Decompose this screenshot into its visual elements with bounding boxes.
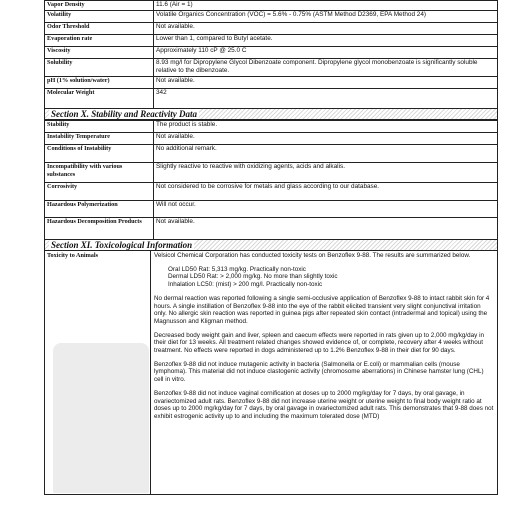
table-row: [45, 23, 498, 35]
table-row: [45, 59, 498, 77]
toxicity-label-cell: [45, 251, 151, 494]
row-label: Hazardous Polymerization: [45, 201, 154, 218]
row-value: The product is stable.: [154, 121, 498, 133]
row-label: Viscosity: [45, 47, 154, 59]
stability-table: [44, 120, 498, 240]
table-row: [45, 201, 498, 218]
estrogenic-paragraph: Benzoflex 9-88 did not induce vaginal cornification at doses up to 2000 mg/kg/day for 7 days, by oral gavage, in ovariectomized adult rats. Benzoflex 9-88 did not increase uterine weight or uterine weight to final body weight ratio at doses up to 2000 mg/kg/day for 7 days, by oral gavage in ovariectomized adult rats. This demonstrates that 9-88 does not exhibit estrogenic activity up to and including the maximum tolerated dose (MTD): [154, 389, 494, 420]
table-row: [45, 89, 498, 109]
table-row: [45, 121, 498, 133]
row-value: No additional remark.: [154, 145, 498, 163]
table-row: [45, 183, 498, 201]
row-label: Instability Temperature: [45, 133, 154, 145]
table-row: [45, 1, 498, 11]
toxicity-label: Toxicity to Animals: [47, 252, 98, 259]
row-value: Not considered to be corrosive for metals and glass according to our database.: [154, 183, 498, 201]
section-header-toxicology: [44, 240, 498, 251]
row-value: 8.93 mg/l for Dipropylene Glycol Dibenzoate component. Dipropylene glycol monobenzoate is significantly soluble relative to the dibenzoate.: [154, 59, 498, 77]
row-label: Solubility: [45, 59, 154, 77]
row-label: Hazardous Decomposition Products: [45, 218, 154, 240]
row-value: Not available.: [154, 23, 498, 35]
row-label: pH (1% solution/water): [45, 77, 154, 89]
table-row: [45, 35, 498, 47]
table-row: [45, 77, 498, 89]
row-label: Conditions of Instability: [45, 145, 154, 163]
section-title: Section X. Stability and Reactivity Data: [51, 109, 197, 119]
table-row: [45, 11, 498, 23]
table-row: [45, 47, 498, 59]
acute-toxicity-line: Inhalation LC50: (mist) > 200 mg/l. Practically non-toxic: [168, 281, 323, 289]
row-label: Vapor Density: [45, 1, 154, 11]
table-row: [45, 163, 498, 183]
properties-table: [44, 0, 498, 109]
row-value: Not available.: [154, 133, 498, 145]
table-row: [45, 145, 498, 163]
table-row: [45, 218, 498, 240]
row-value: Approximately 110 cP @ 25.0 C: [154, 47, 498, 59]
row-value: Not available.: [154, 218, 498, 240]
row-label: Odor Threshold: [45, 23, 154, 35]
dermal-paragraph: No dermal reaction was reported following a single semi-occlusive application of Benzoflex 9-88 to intact rabbit skin for 4 hours. A single instillation of Benzoflex 9-88 into the eye of the rabbit elicited transient very slight conjunctival irritation only. No allergic skin reaction was reported in guinea pigs after repeated skin contact (intradermal and topical) using the Magnusson and Kligman method.: [154, 294, 490, 325]
row-label: Molecular Weight: [45, 89, 154, 109]
row-value: 11.6 (Air = 1): [154, 1, 498, 11]
row-label: Evaporation rate: [45, 35, 154, 47]
row-label: Corrosivity: [45, 183, 154, 201]
row-value: Slightly reactive to reactive with oxidizing agents, acids and alkalis.: [154, 163, 498, 183]
row-value: Not available.: [154, 77, 498, 89]
mutagenicity-paragraph: Benzoflex 9-88 did not induce mutagenic activity in bacteria (Salmonella or E.coli) or mammalian cells (mouse lymphoma). This material did not induce clastogenic activity (chromosome aberrations) in Chinese hamster lung (CHL) cell in vitro.: [154, 360, 484, 384]
table-row: [45, 133, 498, 145]
section-header-stability: [44, 109, 498, 120]
acute-toxicity-line: Oral LD50 Rat: 5,313 mg/kg. Practically non-toxic: [168, 265, 306, 273]
row-label: Stability: [45, 121, 154, 133]
section-title: Section XI. Toxicological Information: [51, 240, 193, 250]
smudge-decoration: [53, 343, 149, 493]
row-value: 342: [154, 89, 498, 109]
acute-toxicity-line: Dermal LD50 Rat: > 2,000 mg/kg. No more than slightly toxic: [168, 273, 338, 281]
row-value: Will not occur.: [154, 201, 498, 218]
row-label: Volatility: [45, 11, 154, 23]
toxicity-block: [44, 251, 498, 495]
toxicity-text: [151, 251, 497, 494]
row-value: Lower than 1, compared to Butyl acetate.: [154, 35, 498, 47]
row-value: Volatile Organics Concentration (VOC) = 5.6% - 0.75% (ASTM Method D2369, EPA Method 24): [154, 11, 498, 23]
intro-paragraph: Velsicol Chemical Corporation has conducted toxicity tests on Benzoflex 9-88. The results are summarized below.: [154, 252, 471, 259]
body-weight-paragraph: Decreased body weight gain and liver, spleen and caecum effects were reported in rats given up to 2,000 mg/kg/day in their diet for 13 weeks. All treatment related changes showed evidence of, or complete, recovery after 4 weeks without treatment. No effects were reported in dogs administered up to 1.2% Benzoflex 9-88 in their diet for 90 days.: [154, 331, 484, 355]
row-label: Incompatibility with various substances: [45, 163, 154, 183]
msds-page: [44, 0, 498, 512]
